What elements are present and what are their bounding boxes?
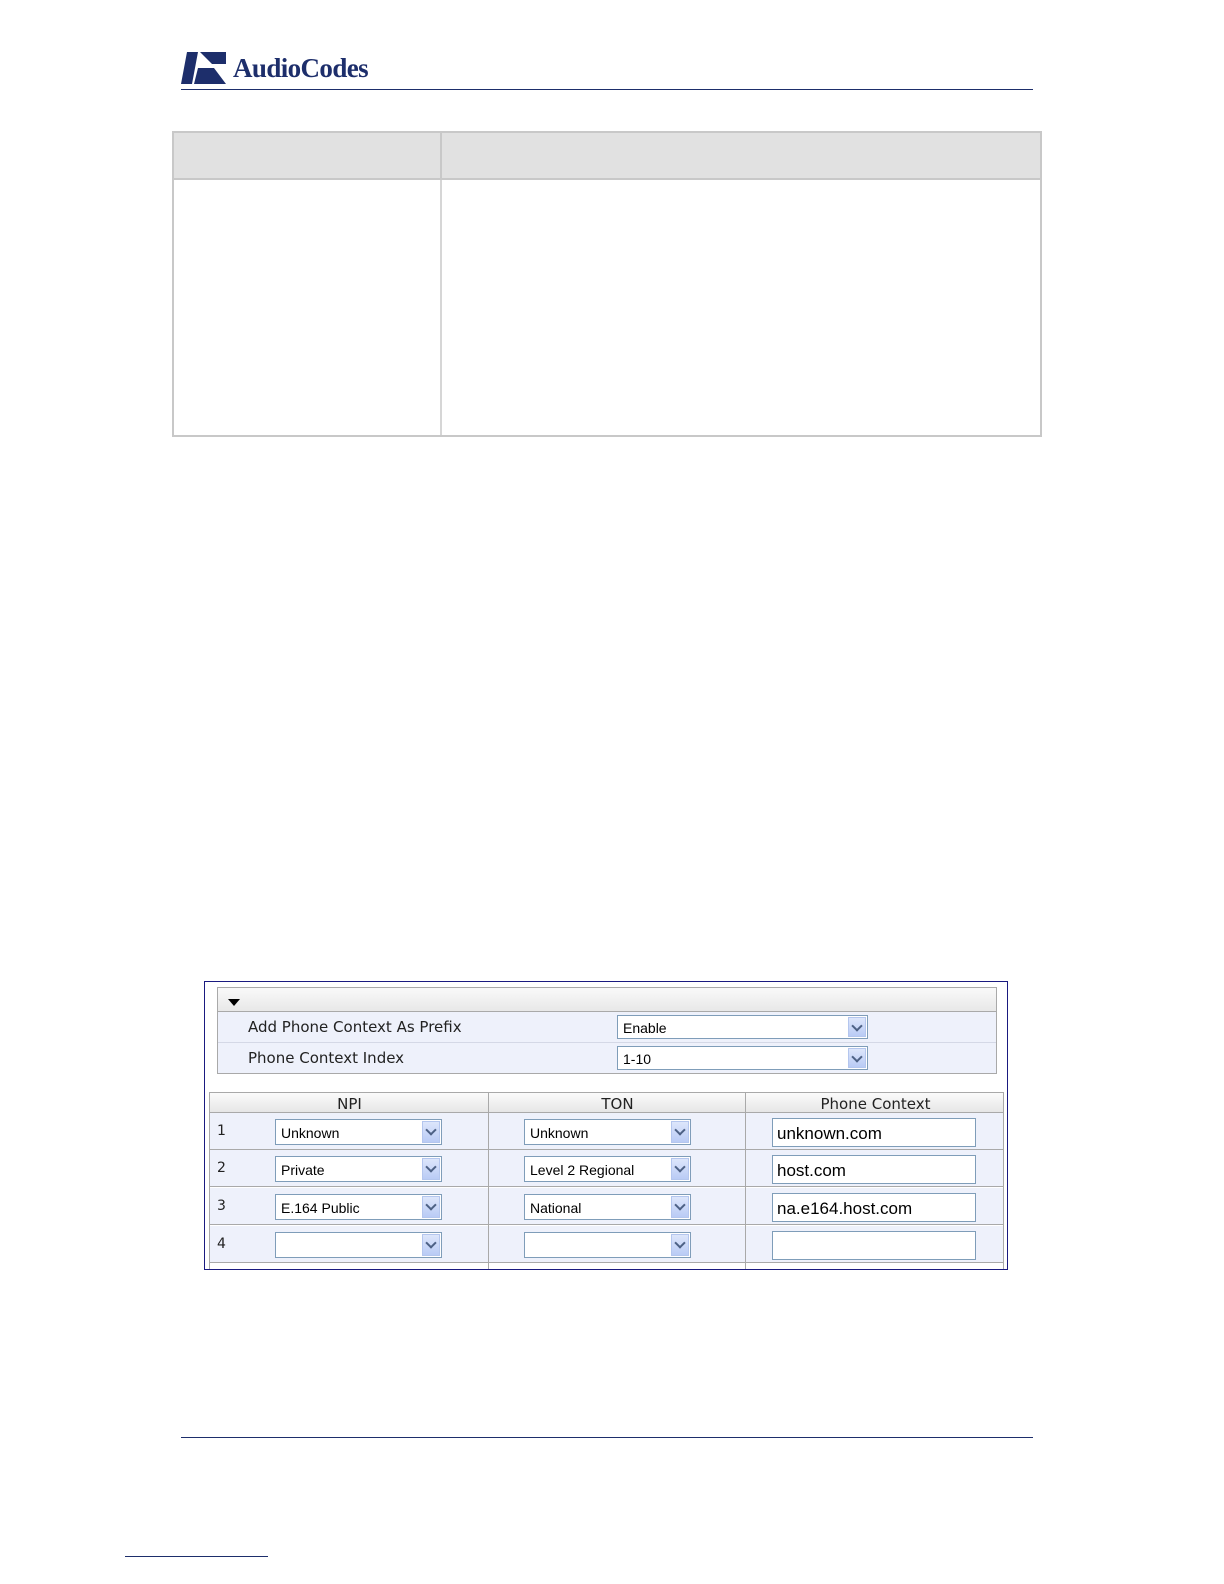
phone-context-input[interactable] (772, 1155, 976, 1184)
header-rule (181, 89, 1033, 90)
footer-rule (181, 1437, 1033, 1438)
phone-context-index-value: 1-10 (623, 1051, 652, 1067)
npi-select[interactable] (275, 1232, 442, 1258)
phone-context-input[interactable] (772, 1118, 976, 1147)
ton-select[interactable] (524, 1232, 691, 1258)
chevron-down-icon[interactable] (671, 1158, 689, 1180)
table-row (209, 1150, 1004, 1187)
phone-context-settings-panel (217, 987, 997, 1074)
audiocodes-logo-icon (181, 50, 227, 86)
phone-context-input[interactable] (772, 1193, 976, 1222)
npi-value: E.164 Public (281, 1200, 360, 1216)
add-phone-context-value: Enable (623, 1020, 667, 1036)
column-header-phone-context: Phone Context (820, 1095, 931, 1113)
ton-select[interactable] (524, 1156, 691, 1182)
add-phone-context-label: Add Phone Context As Prefix (248, 1018, 462, 1036)
row-index: 4 (217, 1236, 226, 1252)
ton-select[interactable] (524, 1194, 691, 1220)
chevron-down-icon[interactable] (671, 1121, 689, 1143)
phone-context-screenshot (204, 981, 1008, 1270)
row-index: 3 (217, 1198, 226, 1214)
phone-context-value: unknown.com (777, 1124, 882, 1143)
npi-value: Unknown (281, 1125, 340, 1141)
chevron-down-icon[interactable] (671, 1196, 689, 1218)
row-index: 1 (217, 1123, 226, 1139)
chevron-down-icon[interactable] (848, 1048, 866, 1068)
npi-select[interactable] (275, 1194, 442, 1220)
npi-select[interactable] (275, 1156, 442, 1182)
npi-select[interactable] (275, 1119, 442, 1145)
phone-context-index-row (218, 1043, 996, 1073)
phone-context-table (209, 1092, 1004, 1269)
footnote-rule (125, 1556, 268, 1557)
add-phone-context-row (218, 1012, 996, 1043)
table-row (209, 1113, 1004, 1150)
ton-value: Unknown (530, 1125, 589, 1141)
panel-header[interactable] (218, 988, 996, 1012)
logo-text: AudioCodes (233, 53, 369, 83)
add-phone-context-select[interactable] (617, 1015, 868, 1039)
phone-context-index-select[interactable] (617, 1046, 868, 1070)
ton-value: Level 2 Regional (530, 1162, 635, 1178)
chevron-down-icon[interactable] (422, 1158, 440, 1180)
column-header-npi: NPI (337, 1095, 362, 1113)
chevron-down-icon[interactable] (848, 1017, 866, 1037)
audiocodes-logo (181, 50, 368, 86)
parameter-table (172, 131, 1042, 437)
chevron-down-icon[interactable] (422, 1234, 440, 1256)
chevron-down-icon[interactable] (422, 1196, 440, 1218)
npi-value: Private (281, 1162, 325, 1178)
ton-select[interactable] (524, 1119, 691, 1145)
ton-value: National (530, 1200, 582, 1216)
column-header-ton: TON (601, 1095, 634, 1113)
phone-context-input[interactable] (772, 1231, 976, 1260)
chevron-down-icon[interactable] (671, 1234, 689, 1256)
table-row (209, 1188, 1004, 1225)
parameter-table-divider (440, 180, 442, 435)
phone-context-index-label: Phone Context Index (248, 1049, 405, 1067)
chevron-down-icon[interactable] (422, 1121, 440, 1143)
parameter-table-header (174, 133, 1040, 180)
table-header (209, 1092, 1004, 1113)
row-index: 2 (217, 1160, 226, 1176)
phone-context-value: na.e164.host.com (777, 1199, 913, 1218)
collapse-arrow-icon[interactable] (228, 999, 240, 1006)
table-row (209, 1226, 1004, 1263)
phone-context-value: host.com (777, 1161, 846, 1180)
